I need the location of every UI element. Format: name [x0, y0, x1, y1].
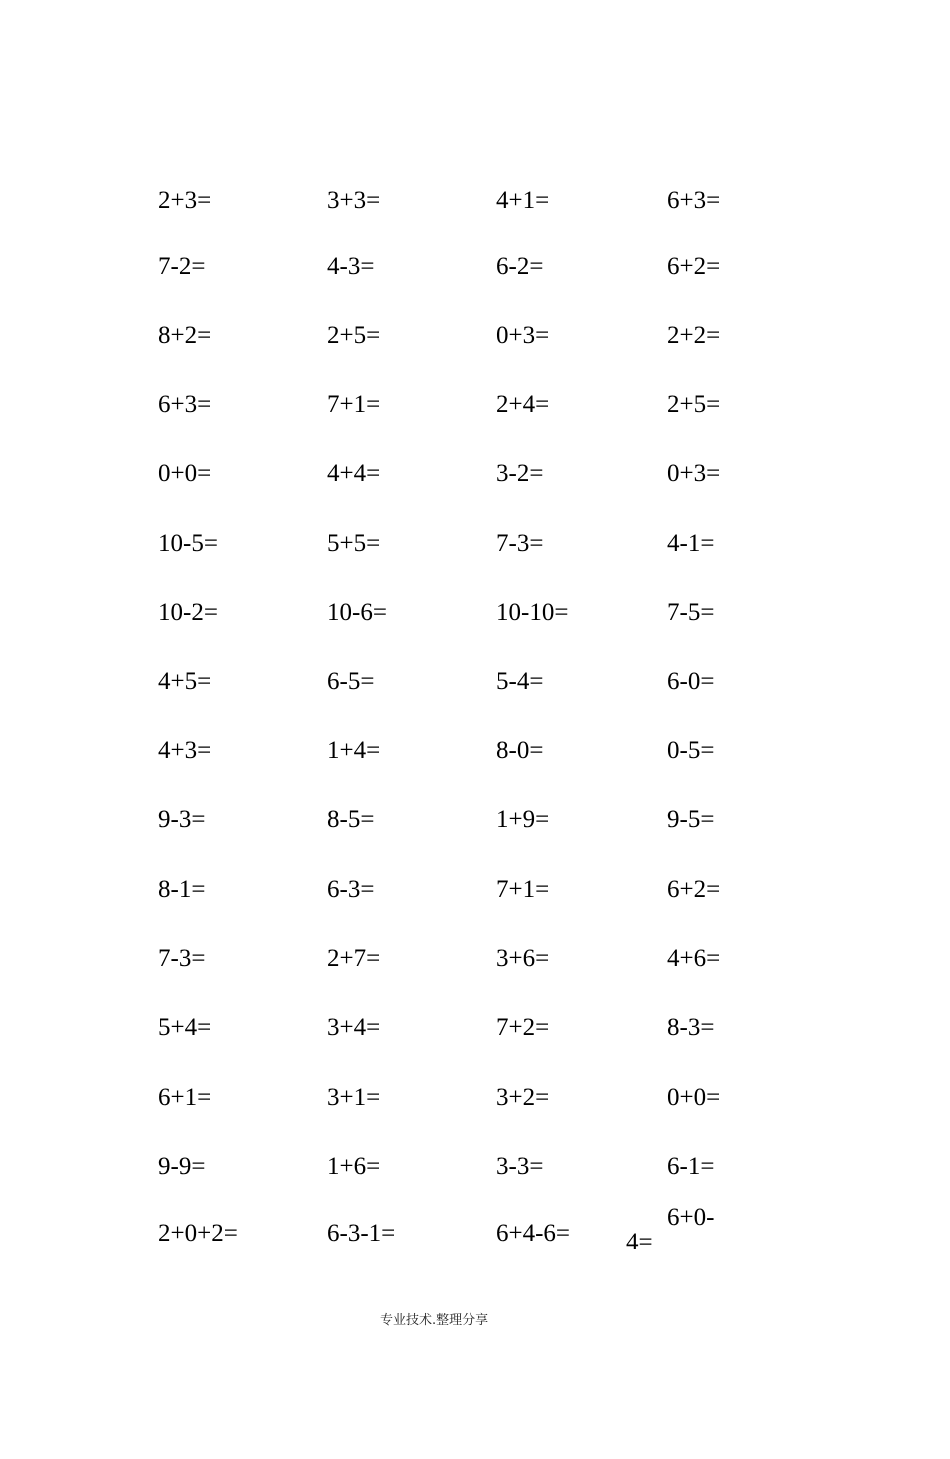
problem-r2-c4: 6+2=: [667, 253, 721, 280]
problem-r7-c4: 7-5=: [667, 599, 715, 626]
problem-r5-c4: 0+3=: [667, 460, 721, 487]
problem-r6-c1: 10-5=: [158, 530, 218, 557]
problem-r7-c3: 10-10=: [496, 599, 569, 626]
problem-r2-c1: 7-2=: [158, 253, 206, 280]
problem-r3-c1: 8+2=: [158, 322, 212, 349]
problem-r10-c3: 1+9=: [496, 806, 550, 833]
problem-r5-c1: 0+0=: [158, 460, 212, 487]
last-problem-first-line: 6+0-: [667, 1204, 715, 1231]
problem-r9-c2: 1+4=: [327, 737, 381, 764]
problem-r3-c3: 0+3=: [496, 322, 550, 349]
problem-r14-c4: 0+0=: [667, 1084, 721, 1111]
footer-note: 专业技术.整理分享: [380, 1313, 489, 1328]
problem-r11-c4: 6+2=: [667, 876, 721, 903]
problem-r14-c2: 3+1=: [327, 1084, 381, 1111]
problem-r8-c3: 5-4=: [496, 668, 544, 695]
problem-r7-c1: 10-2=: [158, 599, 218, 626]
problem-r1-c3: 4+1=: [496, 187, 550, 214]
problem-r8-c2: 6-5=: [327, 668, 375, 695]
problem-r11-c2: 6-3=: [327, 876, 375, 903]
problem-r11-c1: 8-1=: [158, 876, 206, 903]
problem-r9-c3: 8-0=: [496, 737, 544, 764]
problem-r2-c2: 4-3=: [327, 253, 375, 280]
problem-r4-c4: 2+5=: [667, 391, 721, 418]
problem-r10-c4: 9-5=: [667, 806, 715, 833]
problem-r16-c3: 6+4-6=: [496, 1220, 571, 1247]
problem-r12-c3: 3+6=: [496, 945, 550, 972]
problem-r4-c3: 2+4=: [496, 391, 550, 418]
problem-r13-c1: 5+4=: [158, 1014, 212, 1041]
problem-r6-c4: 4-1=: [667, 530, 715, 557]
problem-r13-c2: 3+4=: [327, 1014, 381, 1041]
problem-r8-c1: 4+5=: [158, 668, 212, 695]
problem-r10-c2: 8-5=: [327, 806, 375, 833]
problem-r1-c2: 3+3=: [327, 187, 381, 214]
problem-r3-c4: 2+2=: [667, 322, 721, 349]
problem-r15-c1: 9-9=: [158, 1153, 206, 1180]
problem-r7-c2: 10-6=: [327, 599, 387, 626]
problem-r12-c1: 7-3=: [158, 945, 206, 972]
problem-r8-c4: 6-0=: [667, 668, 715, 695]
problem-r5-c3: 3-2=: [496, 460, 544, 487]
problem-r4-c2: 7+1=: [327, 391, 381, 418]
problem-r6-c3: 7-3=: [496, 530, 544, 557]
problem-r14-c1: 6+1=: [158, 1084, 212, 1111]
problem-r6-c2: 5+5=: [327, 530, 381, 557]
problem-r14-c3: 3+2=: [496, 1084, 550, 1111]
problem-r15-c3: 3-3=: [496, 1153, 544, 1180]
problem-r13-c3: 7+2=: [496, 1014, 550, 1041]
problem-r1-c4: 6+3=: [667, 187, 721, 214]
problem-r15-c4: 6-1=: [667, 1153, 715, 1180]
problem-r4-c1: 6+3=: [158, 391, 212, 418]
problem-r2-c3: 6-2=: [496, 253, 544, 280]
problem-r11-c3: 7+1=: [496, 876, 550, 903]
problem-r1-c1: 2+3=: [158, 187, 212, 214]
problem-r15-c2: 1+6=: [327, 1153, 381, 1180]
problem-r12-c4: 4+6=: [667, 945, 721, 972]
problem-r10-c1: 9-3=: [158, 806, 206, 833]
problem-r16-c1: 2+0+2=: [158, 1220, 238, 1247]
problem-r13-c4: 8-3=: [667, 1014, 715, 1041]
problem-r12-c2: 2+7=: [327, 945, 381, 972]
problem-r9-c1: 4+3=: [158, 737, 212, 764]
problem-r5-c2: 4+4=: [327, 460, 381, 487]
problem-r9-c4: 0-5=: [667, 737, 715, 764]
problem-r16-c2: 6-3-1=: [327, 1220, 396, 1247]
last-problem-second-line: 4=: [626, 1229, 653, 1249]
problem-r3-c2: 2+5=: [327, 322, 381, 349]
